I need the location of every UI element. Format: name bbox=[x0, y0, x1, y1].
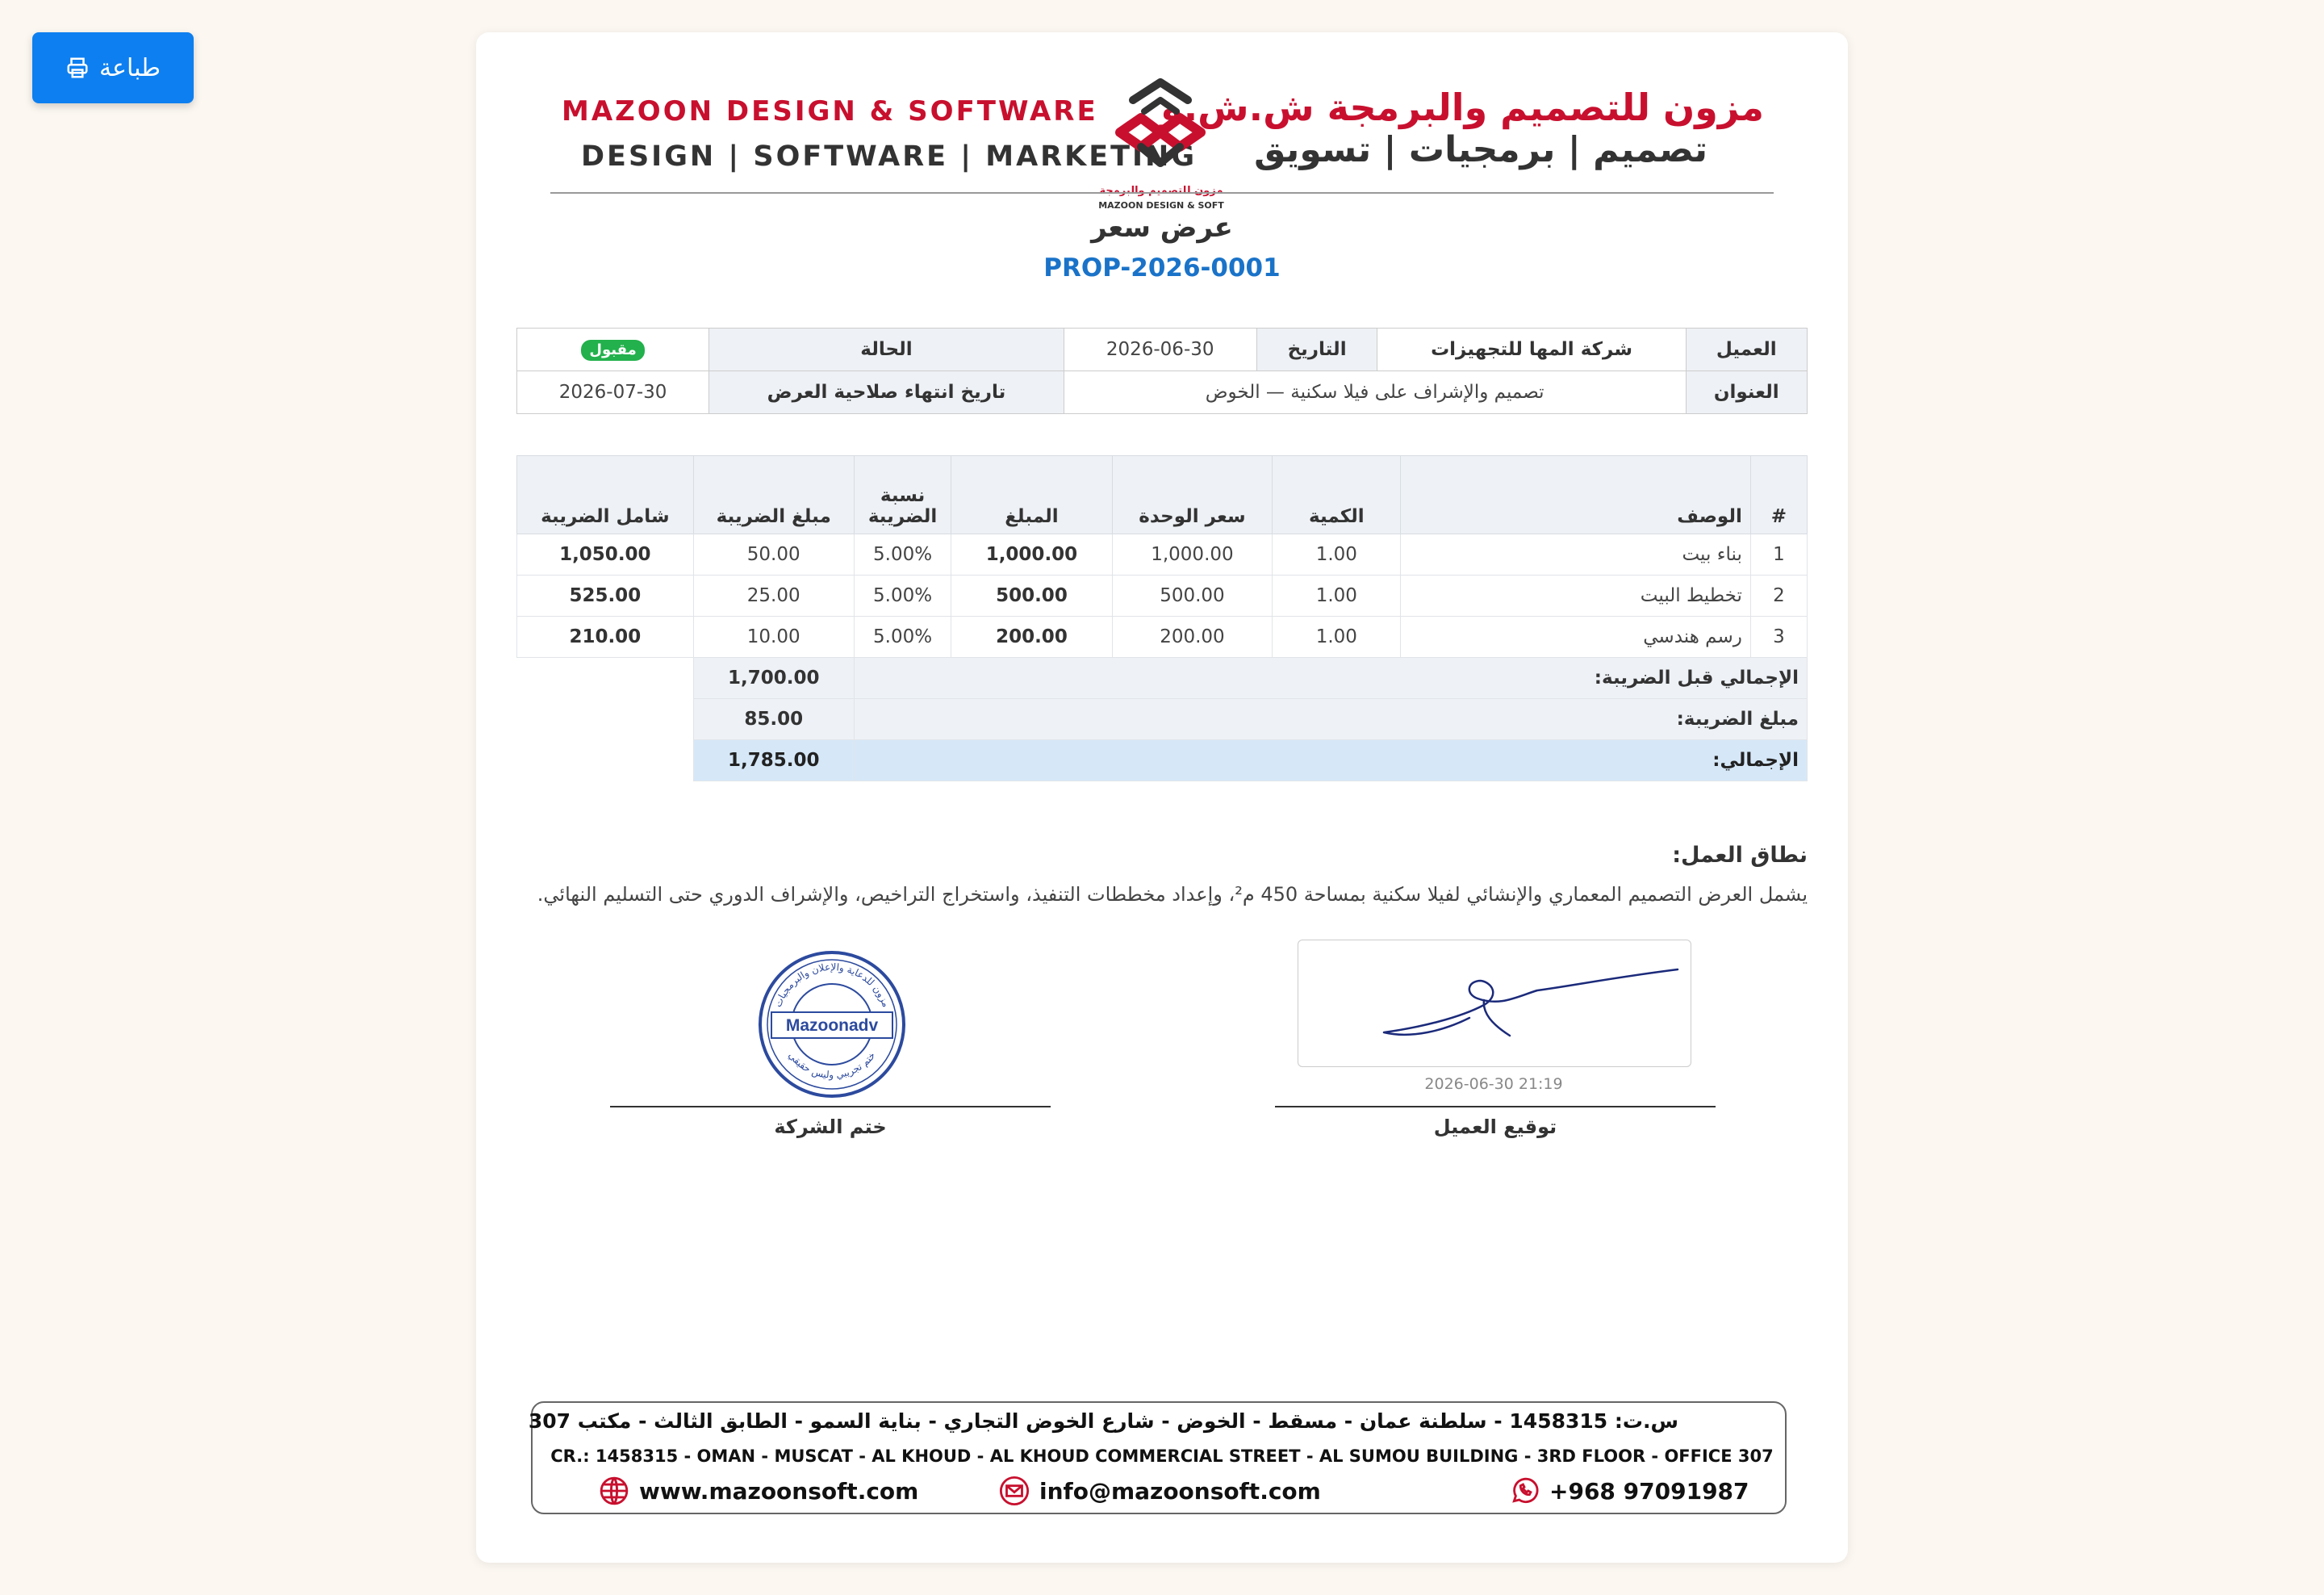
footer-website[interactable] bbox=[599, 1476, 918, 1506]
tax-total-value: 85.00 bbox=[693, 699, 854, 740]
row-tax-rate: 5.00% bbox=[854, 534, 951, 576]
row-quantity: 1.00 bbox=[1273, 576, 1401, 617]
client-label: العميل bbox=[1686, 329, 1807, 371]
subject-value: تصميم والإشراف على فيلا سكنية — الخوض bbox=[1064, 371, 1686, 414]
table-row bbox=[517, 576, 1808, 617]
col-unit-price: سعر الوحدة bbox=[1112, 456, 1273, 534]
printer-icon bbox=[65, 56, 90, 80]
info-row bbox=[517, 371, 1808, 414]
row-unit-price: 1,000.00 bbox=[1112, 534, 1273, 576]
row-amount: 1,000.00 bbox=[951, 534, 1112, 576]
mail-icon bbox=[999, 1476, 1030, 1506]
print-button[interactable] bbox=[32, 32, 194, 103]
date-label: التاريخ bbox=[1256, 329, 1377, 371]
footer-phone[interactable] bbox=[1509, 1476, 1749, 1506]
company-tagline-en: DESIGN | SOFTWARE | MARKETING bbox=[581, 140, 1198, 173]
info-row bbox=[517, 329, 1808, 371]
client-signature-box bbox=[1298, 940, 1691, 1067]
row-tax-amount: 10.00 bbox=[693, 617, 854, 658]
expiry-value: 2026-07-30 bbox=[517, 371, 709, 414]
col-total-incl-tax: شامل الضريبة bbox=[517, 456, 694, 534]
items-header-row bbox=[517, 456, 1808, 534]
items-table bbox=[516, 455, 1808, 781]
row-description: رسم هندسي bbox=[1401, 617, 1751, 658]
stamp-ring-top: مزون للدعاية والإعلان والبرمجيات bbox=[771, 961, 892, 1009]
svg-text:ختم تجريبي وليس حقيقي bbox=[786, 1049, 877, 1081]
company-stamp bbox=[757, 949, 907, 1099]
col-number: # bbox=[1750, 456, 1807, 534]
stamp-ring-bottom: ختم تجريبي وليس حقيقي bbox=[786, 1049, 878, 1081]
row-quantity: 1.00 bbox=[1273, 534, 1401, 576]
expiry-label: تاريخ انتهاء صلاحية العرض bbox=[709, 371, 1064, 414]
tax-total-label: مبلغ الضريبة: bbox=[854, 699, 1807, 740]
row-tax-rate: 5.00% bbox=[854, 617, 951, 658]
row-amount: 200.00 bbox=[951, 617, 1112, 658]
company-stamp-line bbox=[610, 1106, 1051, 1107]
footer-address-ar: س.ت: 1458315 - سلطنة عمان - مسقط - الخوض - شارع الخوض التجاري - بناية السمو - الطابق الثالث - مكتب 307 bbox=[528, 1409, 1678, 1433]
grand-total-row bbox=[517, 740, 1808, 781]
footer-email[interactable] bbox=[999, 1476, 1321, 1506]
company-tagline-ar: تصميم | برمجيات | تسويق bbox=[1254, 129, 1707, 170]
grand-total-value: 1,785.00 bbox=[693, 740, 854, 781]
row-tax-rate: 5.00% bbox=[854, 576, 951, 617]
logo-caption-ar: مزون للتصميم والبرمجة bbox=[1099, 185, 1223, 197]
svg-text:مزون للدعاية والإعلان والبرمجي bbox=[772, 961, 892, 1009]
company-stamp-label: ختم الشركة bbox=[774, 1116, 887, 1138]
row-description: بناء بيت bbox=[1401, 534, 1751, 576]
info-table bbox=[516, 328, 1808, 414]
globe-icon bbox=[599, 1476, 629, 1506]
document-number: PROP-2026-0001 bbox=[1043, 253, 1281, 283]
print-label: طباعة bbox=[98, 53, 161, 82]
client-value: شركة المها للتجهيزات bbox=[1377, 329, 1686, 371]
company-name-en: MAZOON DESIGN & SOFTWARE bbox=[562, 95, 1098, 128]
email-text: info@mazoonsoft.com bbox=[1039, 1477, 1321, 1505]
row-tax-amount: 25.00 bbox=[693, 576, 854, 617]
website-text: www.mazoonsoft.com bbox=[639, 1477, 919, 1505]
client-signature-line bbox=[1275, 1106, 1716, 1107]
phone-text: +968 97091987 bbox=[1549, 1477, 1749, 1505]
subject-label: العنوان bbox=[1686, 371, 1807, 414]
signature-timestamp: 2026-06-30 21:19 bbox=[1424, 1075, 1563, 1093]
date-value: 2026-06-30 bbox=[1064, 329, 1256, 371]
stamp-text: Mazoonadv bbox=[785, 1016, 879, 1035]
quotation-page bbox=[476, 32, 1848, 1563]
col-tax-amount: مبلغ الضريبة bbox=[693, 456, 854, 534]
company-name-ar: مزون للتصميم والبرمجة ش.ش.و bbox=[1160, 86, 1764, 129]
row-quantity: 1.00 bbox=[1273, 617, 1401, 658]
row-number: 1 bbox=[1750, 534, 1807, 576]
col-tax-rate: نسبة الضريبة bbox=[854, 456, 951, 534]
row-total: 1,050.00 bbox=[517, 534, 694, 576]
document-title: عرض سعر bbox=[1091, 211, 1233, 244]
status-label: الحالة bbox=[709, 329, 1064, 371]
client-signature-label: توقيع العميل bbox=[1433, 1116, 1557, 1138]
row-description: تخطيط البيت bbox=[1401, 576, 1751, 617]
scope-title: نطاق العمل: bbox=[1672, 843, 1808, 868]
handwritten-signature bbox=[1298, 940, 1691, 1066]
subtotal-label: الإجمالي قبل الضريبة: bbox=[854, 658, 1807, 699]
col-quantity: الكمية bbox=[1273, 456, 1401, 534]
subtotal-row bbox=[517, 658, 1808, 699]
row-number: 3 bbox=[1750, 617, 1807, 658]
col-amount: المبلغ bbox=[951, 456, 1112, 534]
table-row bbox=[517, 534, 1808, 576]
header-divider bbox=[550, 192, 1774, 194]
row-tax-amount: 50.00 bbox=[693, 534, 854, 576]
grand-total-label: الإجمالي: bbox=[854, 740, 1807, 781]
logo-caption-en: MAZOON DESIGN & SOFT bbox=[1098, 200, 1224, 211]
row-total: 525.00 bbox=[517, 576, 694, 617]
row-total: 210.00 bbox=[517, 617, 694, 658]
subtotal-value: 1,700.00 bbox=[693, 658, 854, 699]
footer-address-en: CR.: 1458315 - OMAN - MUSCAT - AL KHOUD - AL KHOUD COMMERCIAL STREET - AL SUMOU BUILDING - 3RD FLOOR - OFFICE 307 bbox=[550, 1446, 1774, 1466]
table-row bbox=[517, 617, 1808, 658]
status-badge: مقبول bbox=[581, 340, 644, 361]
row-amount: 500.00 bbox=[951, 576, 1112, 617]
col-description: الوصف bbox=[1401, 456, 1751, 534]
row-unit-price: 500.00 bbox=[1112, 576, 1273, 617]
scope-text: يشمل العرض التصميم المعماري والإنشائي لفيلا سكنية بمساحة 450 م²، وإعداد مخططات التنفيذ، واستخراج التراخيص، والإشراف الدوري حتى التسليم النهائي. bbox=[537, 883, 1808, 906]
row-unit-price: 200.00 bbox=[1112, 617, 1273, 658]
status-cell bbox=[517, 329, 709, 371]
tax-total-row bbox=[517, 699, 1808, 740]
whatsapp-icon bbox=[1509, 1476, 1540, 1506]
row-number: 2 bbox=[1750, 576, 1807, 617]
company-logo bbox=[1098, 79, 1224, 221]
